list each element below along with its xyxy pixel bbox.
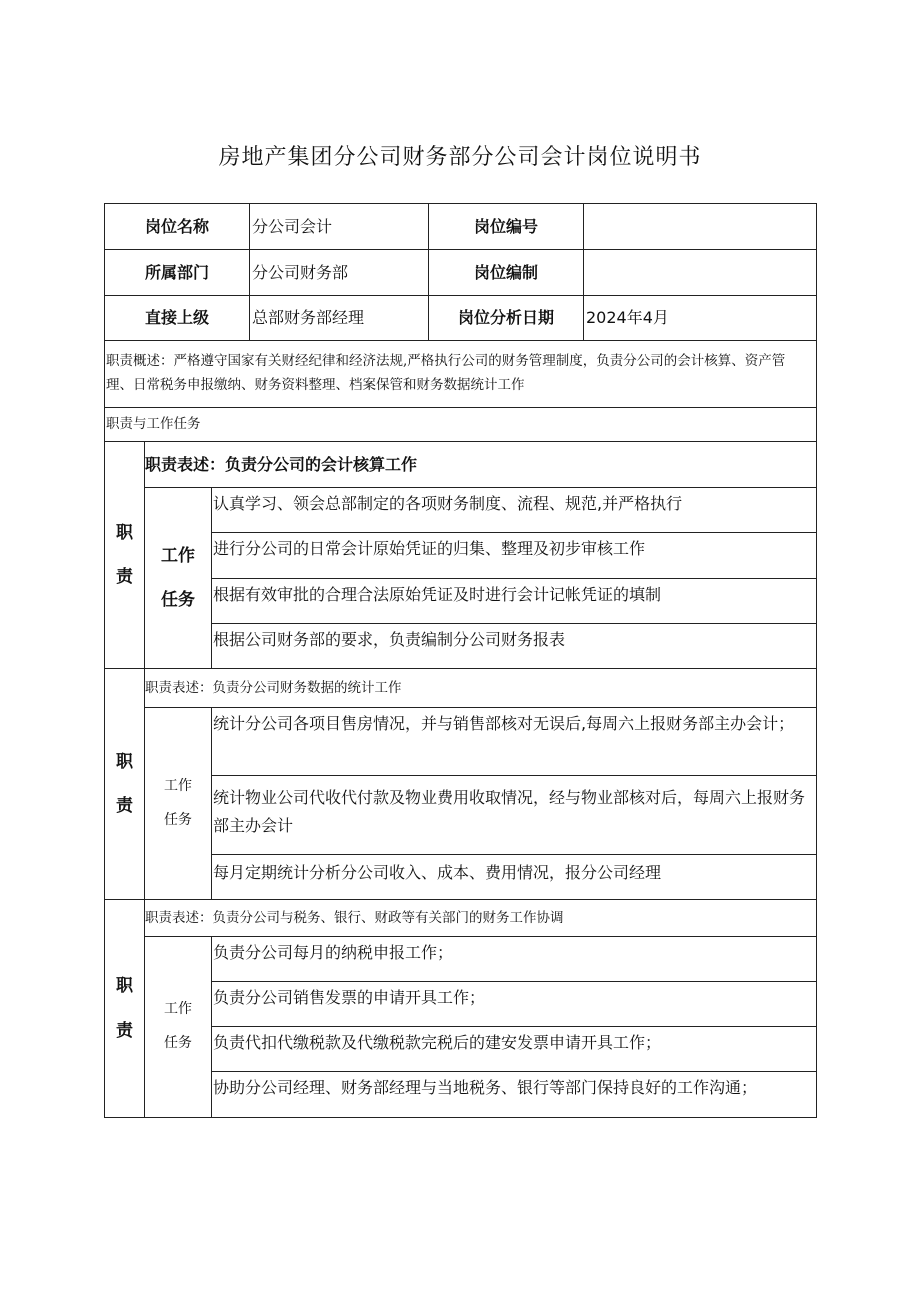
task-side-text-2: 任务 <box>164 1035 192 1051</box>
supervisor-label: 直接上级 <box>104 295 250 341</box>
task-side-label <box>144 487 212 669</box>
task-side-label <box>144 707 212 900</box>
analysis-date-value: 2024年4月 <box>583 295 817 341</box>
task-side-text-2: 任务 <box>161 590 195 610</box>
supervisor-value: 总部财务部经理 <box>249 295 429 341</box>
duties-header: 职责与工作任务 <box>104 407 817 442</box>
task-side-text-2: 任务 <box>164 811 192 828</box>
duty-side-label <box>104 899 145 1118</box>
task-side-text-1: 工作 <box>164 777 192 794</box>
document-title: 房地产集团分公司财务部分公司会计岗位说明书 <box>218 145 702 170</box>
duty-side-label <box>104 441 145 669</box>
duty-side-char-2: 责 <box>116 1020 133 1041</box>
task-side-text-1: 工作 <box>161 545 195 566</box>
position-code-value <box>583 203 817 250</box>
duty-overview <box>104 340 817 408</box>
duty-side-char-1: 职 <box>116 751 133 772</box>
task-side-text-1: 工作 <box>164 1001 192 1018</box>
headcount-label: 岗位编制 <box>428 249 584 296</box>
headcount-value <box>583 249 817 296</box>
duty-side-label <box>104 668 145 900</box>
duty-side-char-1: 职 <box>116 522 133 543</box>
duty-side-char-2: 责 <box>116 567 133 587</box>
task-item: 协助分公司经理、财务部经理与当地税务、银行等部门保持良好的工作沟通； <box>211 1071 817 1118</box>
analysis-date-label: 岗位分析日期 <box>428 295 584 341</box>
duty-statement: 职责表述：负责分公司的会计核算工作 <box>144 441 817 488</box>
department-label: 所属部门 <box>104 249 250 296</box>
task-item: 统计物业公司代收代付款及物业费用收取情况，经与物业部核对后，每周六上报财务部主办会计 <box>211 775 817 855</box>
task-item: 负责分公司每月的纳税申报工作； <box>211 936 817 982</box>
task-item: 进行分公司的日常会计原始凭证的归集、整理及初步审核工作 <box>211 532 817 579</box>
task-item: 根据有效审批的合理合法原始凭证及时进行会计记帐凭证的填制 <box>211 578 817 624</box>
task-item: 负责分公司销售发票的申请开具工作； <box>211 981 817 1027</box>
duty-side-char-1: 职 <box>116 976 133 997</box>
duty-overview-text: 职责概述：严格遵守国家有关财经纪律和经济法规,严格执行公司的财务管理制度，负责分公司的会计核算、资产管理、日常税务申报缴纳、财务资料整理、档案保管和财务数据统计工作 <box>106 353 786 393</box>
task-item: 负责代扣代缴税款及代缴税款完税后的建安发票申请开具工作； <box>211 1026 817 1072</box>
task-item: 认真学习、领会总部制定的各项财务制度、流程、规范,并严格执行 <box>211 487 817 533</box>
duty-side-char-2: 责 <box>116 796 133 816</box>
task-item: 每月定期统计分析分公司收入、成本、费用情况，报分公司经理 <box>211 854 817 900</box>
task-item: 统计分公司各项目售房情况，并与销售部核对无误后,每周六上报财务部主办会计； <box>211 707 817 776</box>
position-name-label: 岗位名称 <box>104 203 250 250</box>
duty-statement: 职责表述：负责分公司与税务、银行、财政等有关部门的财务工作协调 <box>144 899 817 937</box>
department-value: 分公司财务部 <box>249 249 429 296</box>
task-item: 根据公司财务部的要求，负责编制分公司财务报表 <box>211 623 817 669</box>
duty-statement: 职责表述：负责分公司财务数据的统计工作 <box>144 668 817 708</box>
position-name-value: 分公司会计 <box>249 203 429 250</box>
task-side-label <box>144 936 212 1118</box>
position-code-label: 岗位编号 <box>428 203 584 250</box>
